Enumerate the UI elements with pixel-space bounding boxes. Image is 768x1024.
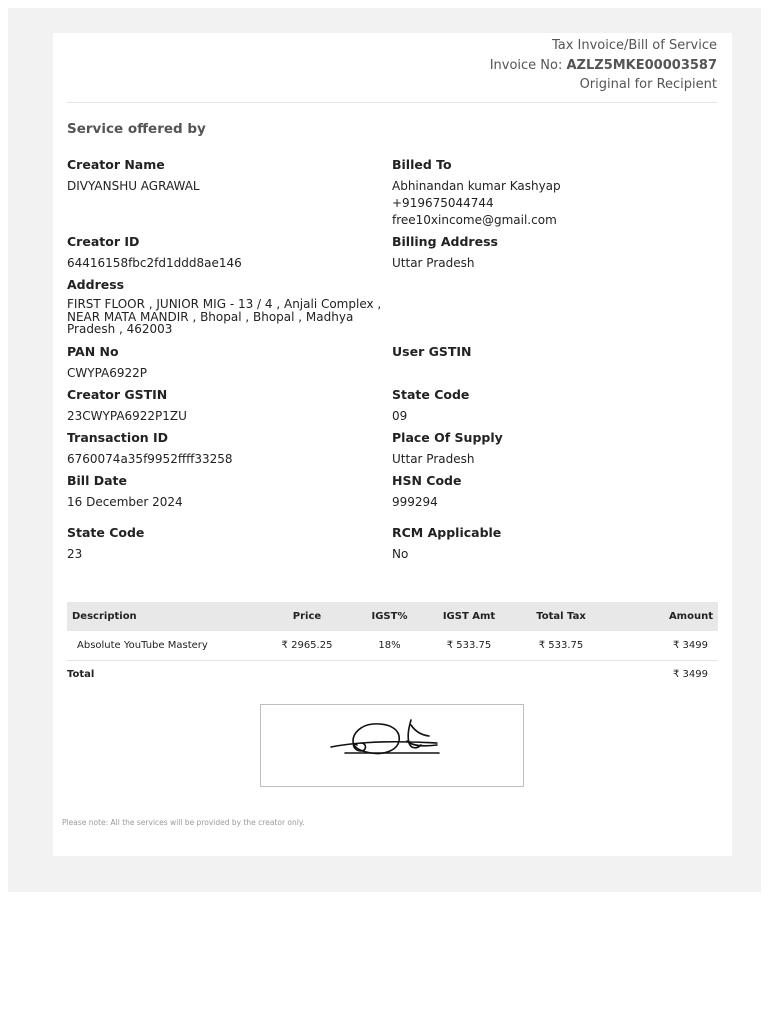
items-table [67,602,718,689]
transaction-id: 6760074a35f9952ffff33258 [67,452,233,466]
creator-name: DIVYANSHU AGRAWAL [67,179,200,193]
creator-gstin-field [67,388,387,425]
item-amount: ₹ 3499 [621,631,718,660]
billed-to-label: Billed To [392,157,452,172]
hsn-code-field [392,474,712,511]
creator-gstin-label: Creator GSTIN [67,387,168,402]
address-label: Address [67,277,125,292]
creator-gstin: 23CWYPA6922P1ZU [67,409,187,423]
pan-field [67,345,387,382]
place-of-supply-label: Place Of Supply [392,430,503,445]
creator-name-field [67,158,387,195]
bill-date: 16 December 2024 [67,495,183,509]
invoice-number: AZLZ5MKE00003587 [566,57,717,73]
section-title: Service offered by [67,121,206,137]
col-amount: Amount [621,602,718,631]
pan-value: CWYPA6922P [67,366,148,380]
bill-date-field [67,474,387,511]
creator-state-code-field [67,526,387,563]
customer-state-code-field [392,388,712,425]
total-label: Total [67,669,95,681]
col-total-tax: Total Tax [501,602,621,631]
hsn-code-label: HSN Code [392,473,462,488]
creator-id: 64416158fbc2fd1ddd8ae146 [67,256,242,270]
invoice-number-label: Invoice No: [489,57,563,73]
col-igst-amount: IGST Amt [437,602,501,631]
total-amount: ₹ 3499 [673,669,708,681]
copy-note: Original for Recipient [579,77,717,92]
item-price: ₹ 2965.25 [272,631,342,660]
item-igst-amount: ₹ 533.75 [437,631,501,660]
item-total-tax: ₹ 533.75 [501,631,621,660]
transaction-id-label: Transaction ID [67,430,169,445]
invoice-header [490,36,717,95]
signature-image [261,705,523,786]
bill-date-label: Bill Date [67,473,127,488]
billing-address: Uttar Pradesh [392,256,475,270]
address-field [67,278,387,336]
place-of-supply: Uttar Pradesh [392,452,475,466]
billing-address-field [392,235,712,272]
place-of-supply-field [392,431,712,468]
creator-id-field [67,235,387,272]
rcm-field [392,526,712,563]
total-row [67,660,718,689]
footer-note: Please note: All the services will be provided by the creator only. [62,818,305,827]
customer-phone: +919675044744 [392,196,494,210]
col-price: Price [272,602,342,631]
signature-box [260,704,524,787]
customer-name: Abhinandan kumar Kashyap [392,179,561,193]
invoice-sheet [53,33,732,856]
item-igst-percent: 18% [342,631,437,660]
invoice-number-line [490,56,717,76]
transaction-id-field [67,431,387,468]
user-gstin-label: User GSTIN [392,344,472,359]
creator-id-label: Creator ID [67,234,140,249]
customer-state-code: 09 [392,409,408,423]
creator-name-label: Creator Name [67,157,165,172]
hsn-code: 999294 [392,495,438,509]
creator-state-code-label: State Code [67,525,145,540]
rcm-value: No [392,547,409,561]
header-divider [67,102,717,103]
billed-to-field [392,158,712,229]
customer-email: free10xincome@gmail.com [392,213,557,227]
address: FIRST FLOOR , JUNIOR MIG - 13 / 4 , Anjali Complex , NEAR MATA MANDIR , Bhopal , Bhopal , Madhya Pradesh , 462003 [67,297,382,336]
col-igst-percent: IGST% [342,602,437,631]
col-description: Description [67,602,272,631]
item-description: Absolute YouTube Mastery [67,631,272,660]
rcm-label: RCM Applicable [392,525,502,540]
user-gstin-field [392,345,712,365]
document-title: Tax Invoice/Bill of Service [551,38,717,53]
page-background [8,8,761,892]
customer-state-code-label: State Code [392,387,470,402]
pan-label: PAN No [67,344,119,359]
billing-address-label: Billing Address [392,234,498,249]
table-header-row [67,602,718,631]
creator-state-code: 23 [67,547,83,561]
table-row [67,631,718,660]
